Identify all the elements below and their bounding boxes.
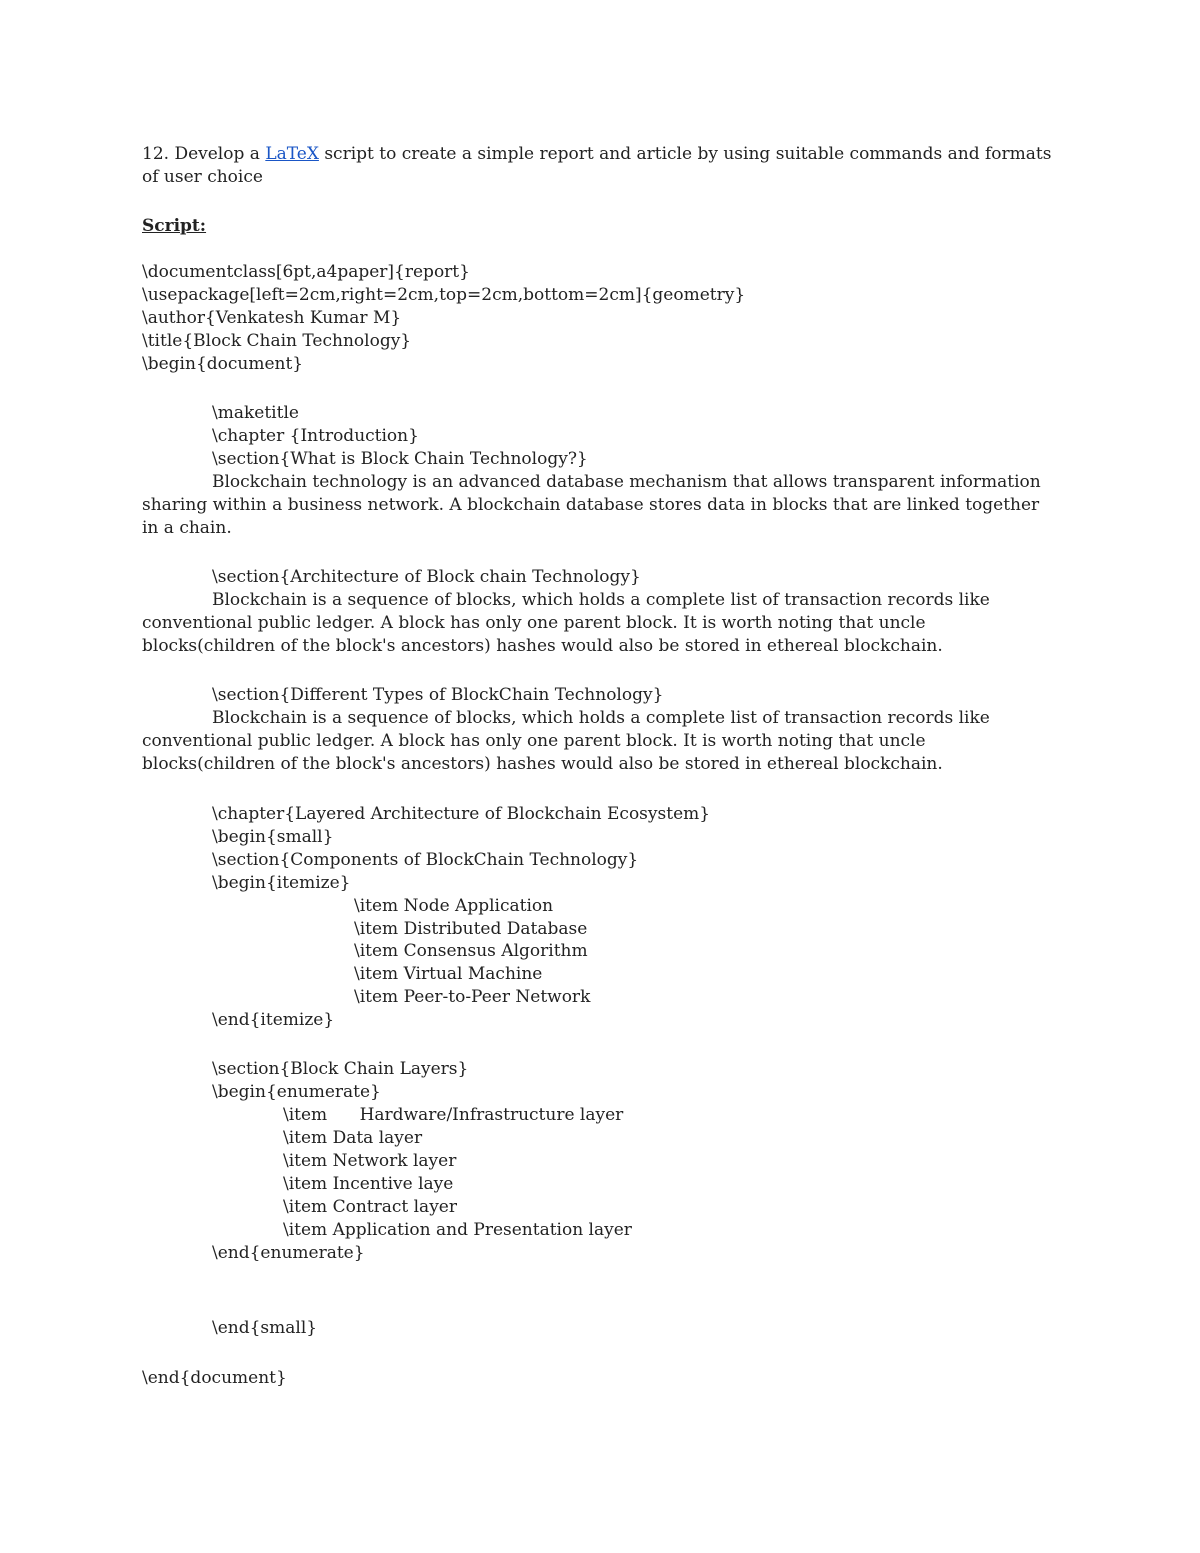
question-text: [142, 143, 1054, 189]
body-paragraph: Blockchain is a sequence of blocks, which holds a complete list of transaction records like conventional public ledger. A block has only one parent block. It is worth noting that uncle blocks(children of the block's ancestors) hashes would also be stored in ethereal blockchain.: [142, 708, 990, 774]
code-line: \section{Different Types of BlockChain Technology}: [212, 685, 664, 705]
list-item: \item Hardware/Infrastructure layer: [283, 1105, 624, 1125]
code-line: \end{itemize}: [212, 1010, 335, 1030]
list-item: \item Contract layer: [283, 1197, 457, 1217]
latex-link[interactable]: LaTeX: [265, 144, 319, 164]
body-paragraph: Blockchain technology is an advanced database mechanism that allows transparent information sharing within a business network. A blockchain database stores data in blocks that are linked together in a chain.: [142, 472, 1041, 538]
code-line: \section{What is Block Chain Technology?}: [212, 449, 588, 469]
code-line: \section{Architecture of Block chain Technology}: [212, 567, 641, 587]
code-line: \documentclass[6pt,a4paper]{report}: [142, 262, 470, 282]
code-line: \section{Components of BlockChain Technology}: [212, 850, 639, 870]
list-item: \item Application and Presentation layer: [283, 1220, 632, 1240]
question-number: 12.: [142, 144, 170, 164]
list-item: \item Data layer: [283, 1128, 423, 1148]
code-line: \title{Block Chain Technology}: [142, 331, 412, 351]
code-line: \begin{document}: [142, 354, 304, 374]
list-item: \item Distributed Database: [354, 919, 588, 939]
code-line: \begin{enumerate}: [212, 1082, 381, 1102]
code-line: \author{Venkatesh Kumar M}: [142, 308, 402, 328]
code-line: \chapter{Layered Architecture of Blockchain Ecosystem}: [212, 804, 711, 824]
list-item: \item Network layer: [283, 1151, 457, 1171]
code-line: \begin{small}: [212, 827, 334, 847]
script-heading: Script:: [142, 216, 207, 236]
code-line: \end{small}: [212, 1318, 318, 1338]
list-item: \item Consensus Algorithm: [354, 941, 588, 961]
code-line: \section{Block Chain Layers}: [212, 1059, 469, 1079]
question-rest: script to create a simple report and article by using suitable commands and formats of user choice: [142, 144, 1052, 187]
question-intro: Develop a: [169, 144, 266, 164]
code-line: \begin{itemize}: [212, 873, 351, 893]
code-line: \end{document}: [142, 1368, 287, 1388]
list-item: \item Virtual Machine: [354, 964, 543, 984]
list-item: \item Incentive laye: [283, 1174, 454, 1194]
code-line: \usepackage[left=2cm,right=2cm,top=2cm,bottom=2cm]{geometry}: [142, 285, 746, 305]
code-line: \end{enumerate}: [212, 1243, 365, 1263]
code-line: \maketitle: [212, 403, 299, 423]
list-item: \item Node Application: [354, 896, 554, 916]
body-paragraph: Blockchain is a sequence of blocks, which holds a complete list of transaction records like conventional public ledger. A block has only one parent block. It is worth noting that uncle blocks(children of the block's ancestors) hashes would also be stored in ethereal blockchain.: [142, 590, 990, 656]
code-line: \chapter {Introduction}: [212, 426, 419, 446]
list-item: \item Peer-to-Peer Network: [354, 987, 591, 1007]
